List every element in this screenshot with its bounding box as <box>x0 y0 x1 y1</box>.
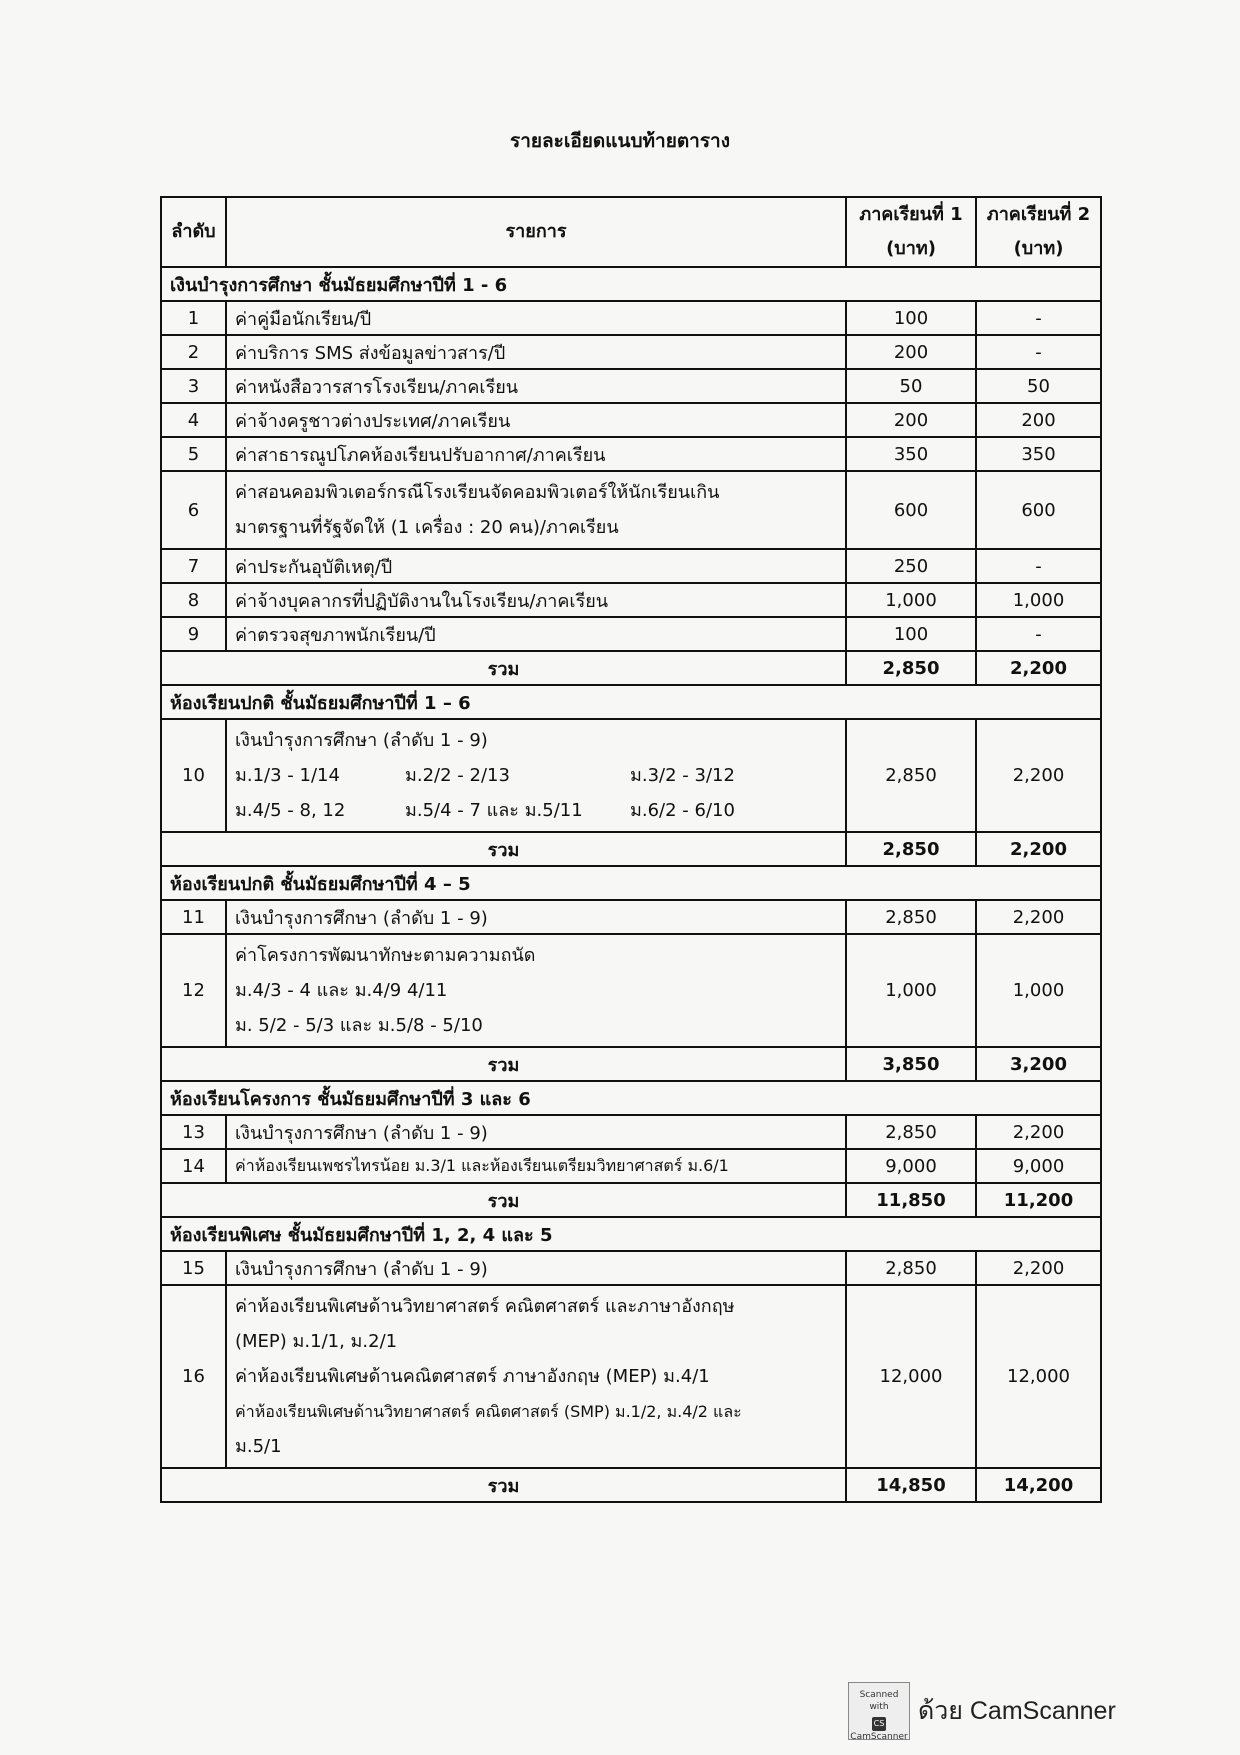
row-item: ค่าบริการ SMS ส่งข้อมูลข่าวสาร/ปี <box>226 335 846 369</box>
total-label: รวม <box>161 1468 846 1502</box>
total-row <box>161 1183 1101 1217</box>
section-header <box>161 685 1101 719</box>
row-term1: 9,000 <box>846 1149 976 1183</box>
row-no: 10 <box>161 719 226 832</box>
row-term1: 2,850 <box>846 719 976 832</box>
row-term2: 1,000 <box>976 583 1101 617</box>
row-term1: 12,000 <box>846 1285 976 1468</box>
total-term1: 2,850 <box>846 651 976 685</box>
row-no: 3 <box>161 369 226 403</box>
total-label: รวม <box>161 832 846 866</box>
total-term1: 14,850 <box>846 1468 976 1502</box>
section-header <box>161 1217 1101 1251</box>
table-row <box>161 335 1101 369</box>
row-item: เงินบำรุงการศึกษา (ลำดับ 1 - 9) <box>226 1115 846 1149</box>
total-label: รวม <box>161 1183 846 1217</box>
row-item-line: ม.4/3 - 4 และ ม.4/9 4/11 <box>235 980 448 1001</box>
table-row <box>161 1115 1101 1149</box>
section-title: ห้องเรียนโครงการ ชั้นมัธยมศึกษาปีที่ 3 และ 6 <box>161 1081 1101 1115</box>
row-term2: 2,200 <box>976 1251 1101 1285</box>
row-term2: 50 <box>976 369 1101 403</box>
total-row <box>161 832 1101 866</box>
table-row <box>161 1149 1101 1183</box>
row-item <box>226 719 846 832</box>
row-item: ค่าสาธารณูปโภคห้องเรียนปรับอากาศ/ภาคเรียน <box>226 437 846 471</box>
row-term1: 2,850 <box>846 1251 976 1285</box>
row-term1: 2,850 <box>846 900 976 934</box>
row-no: 12 <box>161 934 226 1047</box>
class-range: ม.5/4 - 7 และ ม.5/11 <box>405 800 583 821</box>
row-item: เงินบำรุงการศึกษา (ลำดับ 1 - 9) <box>226 1251 846 1285</box>
row-term2: 2,200 <box>976 1115 1101 1149</box>
table-row <box>161 719 1101 832</box>
table-header-row <box>161 197 1101 267</box>
page-title: รายละเอียดแนบท้ายตาราง <box>509 130 730 152</box>
section-title: ห้องเรียนปกติ ชั้นมัธยมศึกษาปีที่ 1 – 6 <box>161 685 1101 719</box>
class-range: ม.4/5 - 8, 12 <box>235 800 346 821</box>
row-item <box>226 934 846 1047</box>
table-row <box>161 471 1101 549</box>
row-item: ค่าห้องเรียนเพชรไทรน้อย ม.3/1 และห้องเรียนเตรียมวิทยาศาสตร์ ม.6/1 <box>226 1149 846 1183</box>
table-row <box>161 934 1101 1047</box>
row-term2: - <box>976 301 1101 335</box>
row-item-line: ค่าห้องเรียนพิเศษด้านวิทยาศาสตร์ คณิตศาสตร์ (SMP) ม.1/2, ม.4/2 และ <box>235 1402 742 1421</box>
header-no: ลำดับ <box>161 197 226 267</box>
row-item: ค่าตรวจสุขภาพนักเรียน/ปี <box>226 617 846 651</box>
row-no: 7 <box>161 549 226 583</box>
table-row <box>161 900 1101 934</box>
total-row <box>161 1047 1101 1081</box>
total-term1: 11,850 <box>846 1183 976 1217</box>
row-item-line: ม.5/1 <box>235 1436 282 1457</box>
row-no: 14 <box>161 1149 226 1183</box>
class-range: ม.6/2 - 6/10 <box>630 800 735 821</box>
total-row <box>161 651 1101 685</box>
section-header <box>161 267 1101 301</box>
row-item: เงินบำรุงการศึกษา (ลำดับ 1 - 9) <box>226 900 846 934</box>
row-term1: 200 <box>846 403 976 437</box>
row-no: 4 <box>161 403 226 437</box>
row-item-line: ค่าห้องเรียนพิเศษด้านคณิตศาสตร์ ภาษาอังกฤษ (MEP) ม.4/1 <box>235 1366 710 1387</box>
row-term2: - <box>976 335 1101 369</box>
header-term2-label: ภาคเรียนที่ 2 <box>986 204 1091 225</box>
row-term1: 250 <box>846 549 976 583</box>
row-item-line <box>235 758 837 793</box>
row-item: ค่าคู่มือนักเรียน/ปี <box>226 301 846 335</box>
row-term2: 2,200 <box>976 900 1101 934</box>
scanner-footer <box>848 1682 1116 1740</box>
table-row <box>161 437 1101 471</box>
camscanner-badge <box>848 1682 910 1740</box>
total-term2: 3,200 <box>976 1047 1101 1081</box>
row-term2: 600 <box>976 471 1101 549</box>
section-title: ห้องเรียนพิเศษ ชั้นมัธยมศึกษาปีที่ 1, 2, 4 และ 5 <box>161 1217 1101 1251</box>
total-term2: 2,200 <box>976 832 1101 866</box>
row-term2: 9,000 <box>976 1149 1101 1183</box>
row-item: ค่าจ้างครูชาวต่างประเทศ/ภาคเรียน <box>226 403 846 437</box>
row-term1: 350 <box>846 437 976 471</box>
row-term1: 100 <box>846 617 976 651</box>
row-item-line: ม. 5/2 - 5/3 และ ม.5/8 - 5/10 <box>235 1015 483 1036</box>
row-item: ค่าประกันอุบัติเหตุ/ปี <box>226 549 846 583</box>
total-term2: 14,200 <box>976 1468 1101 1502</box>
row-item: ค่าจ้างบุคลากรที่ปฏิบัติงานในโรงเรียน/ภาคเรียน <box>226 583 846 617</box>
row-item <box>226 1285 846 1468</box>
class-range: ม.3/2 - 3/12 <box>630 765 735 786</box>
footer-text: ด้วย CamScanner <box>918 1697 1116 1725</box>
row-term1: 1,000 <box>846 583 976 617</box>
header-term2-unit: (บาท) <box>1013 238 1064 259</box>
header-term1 <box>846 197 976 267</box>
row-term1: 2,850 <box>846 1115 976 1149</box>
total-term1: 2,850 <box>846 832 976 866</box>
total-term1: 3,850 <box>846 1047 976 1081</box>
row-term2: - <box>976 549 1101 583</box>
row-no: 8 <box>161 583 226 617</box>
row-term1: 100 <box>846 301 976 335</box>
row-term1: 200 <box>846 335 976 369</box>
row-term2: 2,200 <box>976 719 1101 832</box>
row-no: 6 <box>161 471 226 549</box>
camscanner-logo-icon: CS <box>872 1717 886 1731</box>
row-term2: 350 <box>976 437 1101 471</box>
table-row <box>161 369 1101 403</box>
table-row <box>161 549 1101 583</box>
row-item-line <box>235 793 837 828</box>
row-term2: 200 <box>976 403 1101 437</box>
section-title: เงินบำรุงการศึกษา ชั้นมัธยมศึกษาปีที่ 1 - 6 <box>161 267 1101 301</box>
row-no: 13 <box>161 1115 226 1149</box>
total-term2: 11,200 <box>976 1183 1101 1217</box>
row-term2: - <box>976 617 1101 651</box>
row-term1: 600 <box>846 471 976 549</box>
header-term2 <box>976 197 1101 267</box>
table-row <box>161 1251 1101 1285</box>
row-no: 5 <box>161 437 226 471</box>
section-header <box>161 866 1101 900</box>
total-label: รวม <box>161 651 846 685</box>
total-row <box>161 1468 1101 1502</box>
row-no: 16 <box>161 1285 226 1468</box>
badge-brand: CamScanner <box>850 1732 908 1742</box>
row-item-line: ค่าสอนคอมพิวเตอร์กรณีโรงเรียนจัดคอมพิวเตอร์ให้นักเรียนเกิน <box>235 482 720 503</box>
row-no: 15 <box>161 1251 226 1285</box>
row-item-line: ค่าห้องเรียนพิเศษด้านวิทยาศาสตร์ คณิตศาสตร์ และภาษาอังกฤษ <box>235 1296 735 1317</box>
badge-caption: Scanned with <box>859 1690 899 1712</box>
row-no: 9 <box>161 617 226 651</box>
table-row <box>161 403 1101 437</box>
row-term1: 50 <box>846 369 976 403</box>
row-no: 2 <box>161 335 226 369</box>
class-range: ม.2/2 - 2/13 <box>405 765 510 786</box>
section-header <box>161 1081 1101 1115</box>
row-term1: 1,000 <box>846 934 976 1047</box>
row-item-line: มาตรฐานที่รัฐจัดให้ (1 เครื่อง : 20 คน)/ภาคเรียน <box>235 517 619 538</box>
row-item-line: ค่าโครงการพัฒนาทักษะตามความถนัด <box>235 945 536 966</box>
row-no: 1 <box>161 301 226 335</box>
class-range: ม.1/3 - 1/14 <box>235 765 340 786</box>
row-item-line: เงินบำรุงการศึกษา (ลำดับ 1 - 9) <box>235 730 488 751</box>
total-term2: 2,200 <box>976 651 1101 685</box>
row-item: ค่าหนังสือวารสารโรงเรียน/ภาคเรียน <box>226 369 846 403</box>
row-no: 11 <box>161 900 226 934</box>
header-term1-label: ภาคเรียนที่ 1 <box>859 204 963 225</box>
row-term2: 12,000 <box>976 1285 1101 1468</box>
header-term1-unit: (บาท) <box>886 238 936 259</box>
table-row <box>161 617 1101 651</box>
table-row <box>161 583 1101 617</box>
fee-table <box>160 196 1102 1503</box>
row-term2: 1,000 <box>976 934 1101 1047</box>
table-row <box>161 301 1101 335</box>
table-row <box>161 1285 1101 1468</box>
row-item <box>226 471 846 549</box>
section-title: ห้องเรียนปกติ ชั้นมัธยมศึกษาปีที่ 4 – 5 <box>161 866 1101 900</box>
total-label: รวม <box>161 1047 846 1081</box>
header-item: รายการ <box>226 197 846 267</box>
row-item-line: (MEP) ม.1/1, ม.2/1 <box>235 1331 398 1352</box>
